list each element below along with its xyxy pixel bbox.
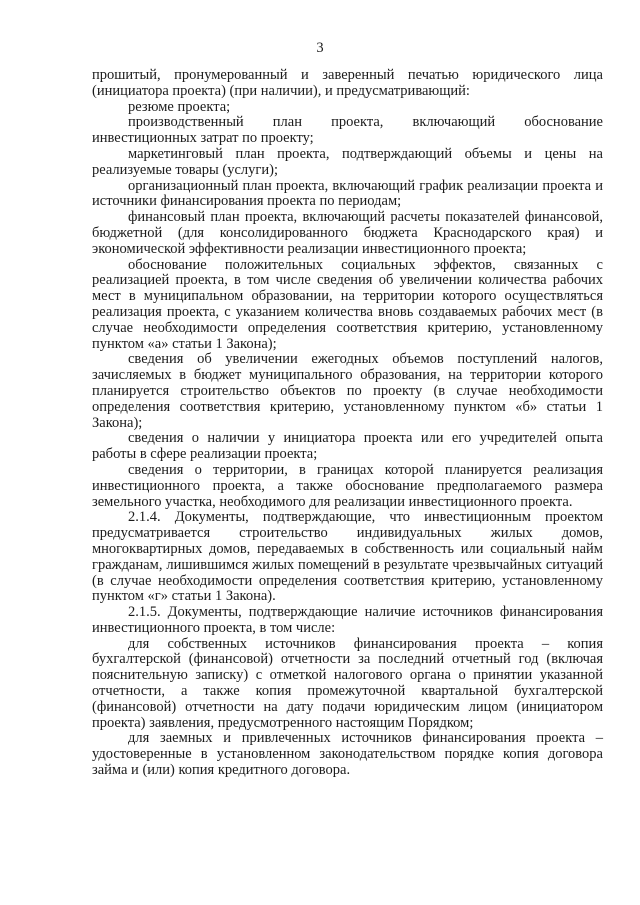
paragraph: сведения о наличии у инициатора проекта или его учредителей опыта работы в сфере реализации проекта;: [92, 430, 603, 463]
paragraph: организационный план проекта, включающий график реализации проекта и источники финансирования проекта по периодам;: [92, 177, 603, 210]
paragraph: 2.1.4. Документы, подтверждающие, что инвестиционным проектом предусматривается строительство индивидуальных жилых домов, многоквартирных домов, передаваемых в собственность или социальный найм гражданам, лишившимся жилых помещений в результате чрезвычайных ситуаций (в случае необходимости определения соответствия критерию, установленному пунктом «г» статьи 1 Закона).: [92, 509, 603, 605]
paragraph: 2.1.5. Документы, подтверждающие наличие источников финансирования инвестиционного проекта, в том числе:: [92, 604, 603, 636]
paragraph: для собственных источников финансирования проекта – копия бухгалтерской (финансовой) отчетности за последний отчетный год (включая пояснительную записку) с отметкой налогового органа о принятии указанной отчетности, а также копия промежуточной квартальной бухгалтерской (финансовой) отчетности на дату подачи юридическим лицом (инициатором проекта) заявления, предусмотренного настоящим Порядком;: [92, 635, 603, 731]
paragraph: для заемных и привлеченных источников финансирования проекта – удостоверенные в установленном законодательством порядке копия договора займа и (или) копия кредитного договора.: [92, 730, 603, 779]
paragraph: сведения об увеличении ежегодных объемов поступлений налогов, зачисляемых в бюджет муниципального образования, на территории которого планируется строительство объектов по проекту (в случае необходимости определения соответствия критерию, установленному пунктом «б» статьи 1 Закона);: [92, 351, 603, 431]
document-body: [92, 68, 603, 779]
paragraph: прошитый, пронумерованный и заверенный печатью юридического лица (инициатора проекта) (при наличии), и предусматривающий:: [92, 67, 603, 99]
paragraph: производственный план проекта, включающий обоснование инвестиционных затрат по проекту;: [92, 114, 603, 147]
paragraph: маркетинговый план проекта, подтверждающий объемы и цены на реализуемые товары (услуги);: [92, 145, 603, 178]
paragraph: резюме проекта;: [128, 98, 231, 115]
page-number: 3: [316, 40, 324, 56]
paragraph: финансовый план проекта, включающий расчеты показателей финансовой, бюджетной (для консолидированного бюджета Краснодарского края) и экономической эффективности реализации инвестиционного проекта;: [92, 209, 603, 257]
paragraph: обоснование положительных социальных эффектов, связанных с реализацией проекта, в том числе сведения об увеличении количества рабочих мест в муниципальном образовании, на территории которого осуществляться реализация проекта, с указанием количества вновь создаваемых рабочих мест (в случае необходимости определения соответствия критерию, установленному пунктом «а» статьи 1 Закона);: [92, 256, 603, 352]
paragraph: сведения о территории, в границах которой планируется реализация инвестиционного проекта, а также обоснование предполагаемого размера земельного участка, необходимого для реализации инвестиционного проекта.: [92, 461, 603, 510]
